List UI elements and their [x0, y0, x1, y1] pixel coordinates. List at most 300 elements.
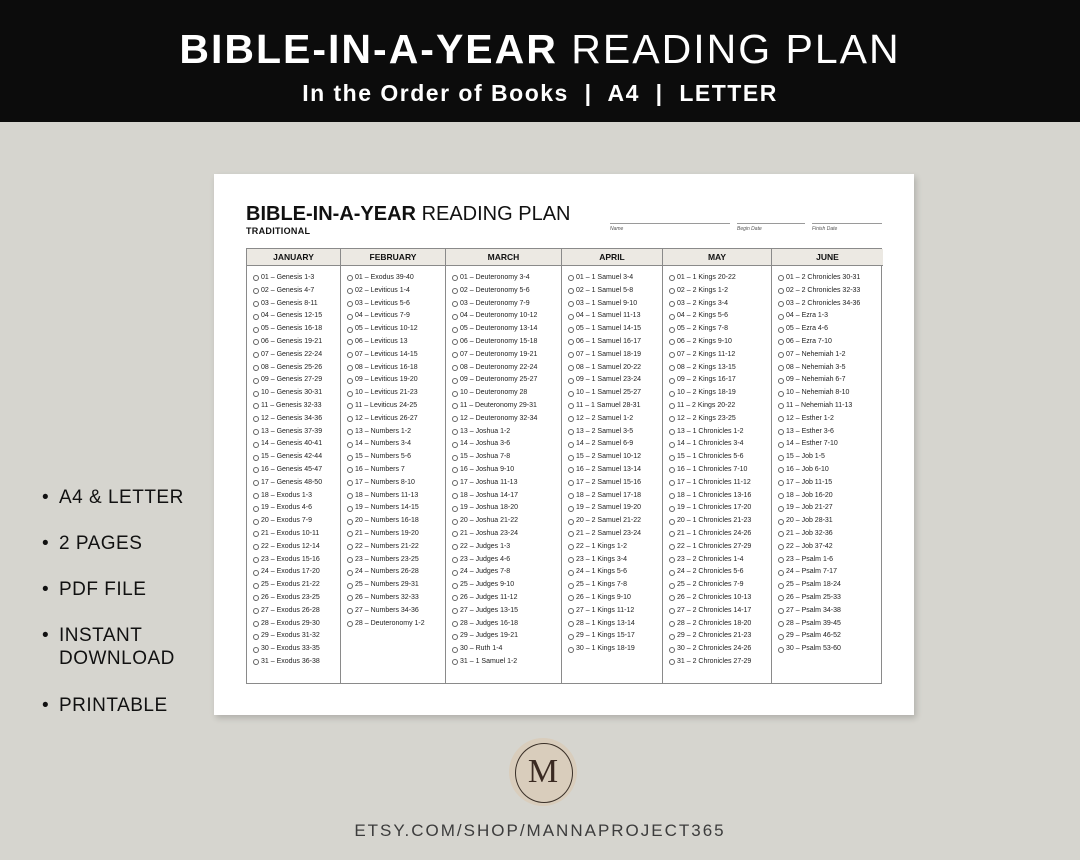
reading-text: 17 – Joshua 11-13 — [460, 478, 518, 486]
reading-text: 09 – Genesis 27-29 — [261, 376, 323, 384]
reading-item — [452, 374, 561, 387]
reading-text: 07 – 2 Kings 11-12 — [677, 350, 736, 358]
reading-item — [452, 643, 561, 656]
reading-text: 15 – Job 1-5 — [786, 453, 825, 461]
reading-item — [452, 349, 561, 362]
reading-item — [568, 630, 662, 643]
reading-text: 09 – 2 Kings 16-17 — [677, 376, 736, 384]
checkbox-circle-icon — [669, 621, 675, 627]
reading-item — [452, 515, 561, 528]
reading-item — [669, 541, 771, 554]
reading-item — [253, 336, 340, 349]
checkbox-circle-icon — [568, 621, 574, 627]
reading-text: 01 – Genesis 1-3 — [261, 274, 315, 281]
reading-text: 20 – Exodus 7-9 — [261, 517, 312, 525]
reading-text: 24 – Judges 7-8 — [460, 568, 511, 576]
reading-item — [568, 528, 662, 541]
checkbox-circle-icon — [347, 288, 353, 294]
checkbox-circle-icon — [568, 647, 574, 653]
reading-text: 09 – Leviticus 19-20 — [355, 376, 418, 384]
reading-item — [778, 349, 883, 362]
name-field: Name — [610, 223, 730, 232]
checkbox-circle-icon — [778, 557, 784, 563]
reading-text: 19 – Job 21-27 — [786, 504, 833, 512]
reading-item — [778, 298, 883, 311]
reading-text: 29 – Psalm 46-52 — [786, 632, 841, 640]
reading-item — [778, 413, 883, 426]
reading-text: 06 – Ezra 7-10 — [786, 337, 832, 345]
checkbox-circle-icon — [347, 455, 353, 461]
reading-text: 10 – 2 Kings 18-19 — [677, 389, 736, 397]
checkbox-circle-icon — [347, 493, 353, 499]
checkbox-circle-icon — [778, 288, 784, 294]
checkbox-circle-icon — [347, 365, 353, 371]
checkbox-circle-icon — [452, 365, 458, 371]
reading-item — [347, 515, 445, 528]
reading-item — [778, 438, 883, 451]
reading-item — [347, 579, 445, 592]
reading-text: 04 – Ezra 1-3 — [786, 312, 829, 320]
reading-list — [247, 266, 340, 669]
reading-text: 18 – 2 Samuel 17-18 — [576, 491, 641, 499]
checkbox-circle-icon — [253, 288, 259, 294]
reading-text: 20 – Joshua 21-22 — [460, 517, 518, 525]
reading-item — [347, 490, 445, 503]
checkbox-circle-icon — [669, 506, 675, 512]
reading-text: 12 – 2 Kings 23-25 — [677, 414, 736, 422]
reading-text: 18 – Joshua 14-17 — [460, 491, 518, 499]
reading-item — [253, 374, 340, 387]
reading-item — [253, 541, 340, 554]
reading-text: 29 – Judges 19-21 — [460, 632, 518, 640]
reading-text: 30 – Exodus 33-35 — [261, 645, 320, 653]
reading-item — [669, 323, 771, 336]
reading-text: 27 – Numbers 34-36 — [355, 606, 419, 614]
reading-text: 27 – 2 Chronicles 14-17 — [677, 606, 752, 614]
reading-item — [452, 451, 561, 464]
reading-text: 08 – 1 Samuel 20-22 — [576, 363, 641, 371]
checkbox-circle-icon — [452, 531, 458, 537]
reading-item — [778, 285, 883, 298]
checkbox-circle-icon — [253, 557, 259, 563]
reading-item — [568, 592, 662, 605]
reading-item — [452, 566, 561, 579]
reading-item — [347, 387, 445, 400]
reading-text: 01 – 1 Samuel 3-4 — [576, 274, 634, 281]
reading-item — [253, 323, 340, 336]
reading-item — [452, 630, 561, 643]
reading-item — [452, 502, 561, 515]
checkbox-circle-icon — [778, 583, 784, 589]
reading-text: 12 – 2 Samuel 1-2 — [576, 414, 634, 422]
reading-item — [452, 438, 561, 451]
reading-item — [669, 566, 771, 579]
reading-item — [452, 298, 561, 311]
month-header: MAY — [663, 249, 771, 266]
reading-text: 17 – 2 Samuel 15-16 — [576, 478, 641, 486]
checkbox-circle-icon — [253, 378, 259, 384]
checkbox-circle-icon — [253, 570, 259, 576]
checkbox-circle-icon — [347, 519, 353, 525]
checkbox-circle-icon — [452, 621, 458, 627]
reading-item — [669, 438, 771, 451]
checkbox-circle-icon — [778, 391, 784, 397]
checkbox-circle-icon — [452, 493, 458, 499]
reading-item — [347, 349, 445, 362]
checkbox-circle-icon — [253, 480, 259, 486]
reading-text: 03 – 1 Samuel 9-10 — [576, 299, 638, 307]
checkbox-circle-icon — [452, 583, 458, 589]
reading-item — [568, 502, 662, 515]
reading-item — [568, 400, 662, 413]
checkbox-circle-icon — [452, 570, 458, 576]
checkbox-circle-icon — [669, 275, 675, 281]
checkbox-circle-icon — [669, 301, 675, 307]
reading-text: 07 – Leviticus 14-15 — [355, 350, 418, 358]
reading-item — [568, 310, 662, 323]
reading-text: 30 – 2 Chronicles 24-26 — [677, 645, 752, 653]
reading-text: 11 – Leviticus 24-25 — [355, 401, 418, 409]
reading-text: 28 – 2 Chronicles 18-20 — [677, 619, 752, 627]
reading-text: 16 – Joshua 9-10 — [460, 465, 515, 473]
checkbox-circle-icon — [347, 544, 353, 550]
reading-item — [347, 502, 445, 515]
checkbox-circle-icon — [669, 480, 675, 486]
reading-item — [347, 464, 445, 477]
document-subtitle: TRADITIONAL — [246, 226, 311, 236]
checkbox-circle-icon — [778, 314, 784, 320]
reading-item — [669, 336, 771, 349]
reading-text: 03 – Deuteronomy 7-9 — [460, 299, 530, 307]
checkbox-circle-icon — [347, 429, 353, 435]
checkbox-circle-icon — [347, 621, 353, 627]
checkbox-circle-icon — [568, 314, 574, 320]
reading-text: 16 – Job 6-10 — [786, 465, 829, 473]
reading-item — [669, 349, 771, 362]
reading-text: 12 – Deuteronomy 32-34 — [460, 414, 538, 422]
reading-item — [778, 528, 883, 541]
checkbox-circle-icon — [253, 608, 259, 614]
reading-item — [253, 554, 340, 567]
reading-text: 19 – 2 Samuel 19-20 — [576, 504, 641, 512]
reading-text: 22 – Job 37-42 — [786, 542, 833, 550]
checkbox-circle-icon — [568, 429, 574, 435]
reading-item — [347, 310, 445, 323]
logo-letter: M — [527, 753, 559, 790]
checkbox-circle-icon — [347, 506, 353, 512]
checkbox-circle-icon — [778, 467, 784, 473]
reading-item — [568, 387, 662, 400]
reading-item — [347, 528, 445, 541]
checkbox-circle-icon — [347, 442, 353, 448]
month-header: MARCH — [446, 249, 561, 266]
reading-text: 07 – Nehemiah 1-2 — [786, 350, 846, 358]
reading-item — [253, 298, 340, 311]
reading-item — [452, 310, 561, 323]
checkbox-circle-icon — [568, 506, 574, 512]
checkbox-circle-icon — [568, 391, 574, 397]
checkbox-circle-icon — [452, 455, 458, 461]
checkbox-circle-icon — [452, 416, 458, 422]
reading-item — [568, 554, 662, 567]
reading-item — [669, 592, 771, 605]
checkbox-circle-icon — [669, 365, 675, 371]
reading-item — [669, 554, 771, 567]
reading-item — [568, 490, 662, 503]
reading-item — [568, 362, 662, 375]
reading-text: 23 – Judges 4-6 — [460, 555, 511, 563]
reading-text: 07 – Genesis 22-24 — [261, 350, 323, 358]
checkbox-circle-icon — [778, 403, 784, 409]
month-column-june — [772, 249, 883, 683]
reading-item — [253, 515, 340, 528]
reading-text: 14 – 2 Samuel 6-9 — [576, 440, 634, 448]
reading-text: 07 – 1 Samuel 18-19 — [576, 350, 641, 358]
checkbox-circle-icon — [778, 301, 784, 307]
checkbox-circle-icon — [347, 480, 353, 486]
checkbox-circle-icon — [778, 544, 784, 550]
checkbox-circle-icon — [778, 531, 784, 537]
shop-url: ETSY.COM/SHOP/MANNAPROJECT365 — [354, 821, 726, 840]
reading-text: 29 – Exodus 31-32 — [261, 632, 320, 640]
checkbox-circle-icon — [347, 352, 353, 358]
checkbox-circle-icon — [452, 288, 458, 294]
reading-item — [669, 285, 771, 298]
reading-text: 22 – Exodus 12-14 — [261, 542, 320, 550]
reading-item — [669, 502, 771, 515]
checkbox-circle-icon — [778, 493, 784, 499]
reading-text: 10 – Genesis 30-31 — [261, 389, 323, 397]
reading-item — [253, 362, 340, 375]
reading-text: 01 – Deuteronomy 3-4 — [460, 274, 530, 281]
month-header: JANUARY — [247, 249, 340, 266]
checkbox-circle-icon — [347, 557, 353, 563]
reading-text: 04 – Leviticus 7-9 — [355, 312, 410, 320]
reading-item — [253, 618, 340, 631]
checkbox-circle-icon — [452, 647, 458, 653]
checkbox-circle-icon — [452, 339, 458, 345]
reading-list — [663, 266, 771, 669]
feature-text: PDF FILE — [59, 579, 147, 600]
checkbox-circle-icon — [669, 391, 675, 397]
reading-text: 25 – Judges 9-10 — [460, 581, 515, 589]
checkbox-circle-icon — [253, 416, 259, 422]
reading-item — [669, 272, 771, 285]
feature-item — [42, 532, 212, 555]
reading-item — [669, 400, 771, 413]
checkbox-circle-icon — [568, 301, 574, 307]
reading-text: 18 – Numbers 11-13 — [355, 491, 419, 499]
checkbox-circle-icon — [778, 327, 784, 333]
reading-text: 17 – Genesis 48-50 — [261, 478, 323, 486]
reading-text: 24 – Exodus 17-20 — [261, 568, 320, 576]
reading-item — [347, 566, 445, 579]
reading-text: 29 – 2 Chronicles 21-23 — [677, 632, 752, 640]
reading-item — [669, 579, 771, 592]
banner-subtitle: In the Order of Books | A4 | LETTER — [302, 80, 778, 106]
checkbox-circle-icon — [253, 621, 259, 627]
reading-item — [452, 605, 561, 618]
reading-item — [568, 413, 662, 426]
reading-item — [452, 592, 561, 605]
reading-text: 08 – Genesis 25-26 — [261, 363, 323, 371]
reading-text: 13 – Numbers 1-2 — [355, 427, 412, 435]
month-column-february — [341, 249, 446, 683]
checkbox-circle-icon — [347, 403, 353, 409]
checkbox-circle-icon — [568, 608, 574, 614]
month-column-may — [663, 249, 772, 683]
reading-item — [669, 298, 771, 311]
reading-text: 23 – Exodus 15-16 — [261, 555, 320, 563]
reading-text: 09 – Nehemiah 6-7 — [786, 376, 846, 384]
feature-item — [42, 486, 212, 509]
reading-text: 25 – Numbers 29-31 — [355, 581, 419, 589]
checkbox-circle-icon — [347, 378, 353, 384]
reading-text: 14 – Esther 7-10 — [786, 440, 838, 448]
reading-item — [778, 451, 883, 464]
reading-text: 26 – 1 Kings 9-10 — [576, 593, 631, 601]
banner-title-bold: BIBLE-IN-A-YEAR — [179, 26, 558, 72]
reading-item — [347, 285, 445, 298]
reading-text: 05 – 2 Kings 7-8 — [677, 325, 728, 333]
checkbox-circle-icon — [669, 416, 675, 422]
reading-item — [452, 554, 561, 567]
reading-item — [669, 515, 771, 528]
checkbox-circle-icon — [669, 659, 675, 665]
reading-item — [253, 451, 340, 464]
reading-text: 08 – Deuteronomy 22-24 — [460, 363, 538, 371]
reading-text: 15 – Genesis 42-44 — [261, 453, 323, 461]
reading-item — [778, 477, 883, 490]
checkbox-circle-icon — [452, 519, 458, 525]
reading-item — [452, 528, 561, 541]
reading-text: 05 – 1 Samuel 14-15 — [576, 325, 641, 333]
checkbox-circle-icon — [669, 570, 675, 576]
reading-item — [347, 426, 445, 439]
reading-item — [669, 656, 771, 669]
reading-text: 10 – Deuteronomy 28 — [460, 389, 528, 397]
reading-text: 04 – Deuteronomy 10-12 — [460, 312, 538, 320]
reading-item — [452, 426, 561, 439]
reading-item — [253, 566, 340, 579]
checkbox-circle-icon — [452, 467, 458, 473]
checkbox-circle-icon — [253, 544, 259, 550]
feature-text: INSTANT DOWNLOAD — [59, 625, 175, 669]
reading-text: 13 – Esther 3-6 — [786, 427, 834, 435]
checkbox-circle-icon — [253, 595, 259, 601]
reading-item — [778, 592, 883, 605]
reading-item — [253, 349, 340, 362]
reading-text: 16 – 2 Samuel 13-14 — [576, 465, 641, 473]
reading-item — [452, 400, 561, 413]
reading-text: 24 – Psalm 7-17 — [786, 568, 837, 576]
reading-item — [778, 464, 883, 477]
reading-text: 30 – Ruth 1-4 — [460, 645, 503, 653]
reading-item — [669, 528, 771, 541]
reading-item — [778, 502, 883, 515]
checkbox-circle-icon — [568, 531, 574, 537]
checkbox-circle-icon — [253, 442, 259, 448]
finish-date-field: Finish Date — [812, 223, 882, 232]
checkbox-circle-icon — [669, 327, 675, 333]
reading-text: 28 – 1 Kings 13-14 — [576, 619, 635, 627]
checkbox-circle-icon — [253, 429, 259, 435]
checkbox-circle-icon — [669, 595, 675, 601]
checkbox-circle-icon — [778, 608, 784, 614]
reading-text: 05 – Leviticus 10-12 — [355, 325, 418, 333]
checkbox-circle-icon — [452, 506, 458, 512]
reading-text: 27 – 1 Kings 11-12 — [576, 606, 635, 614]
reading-text: 29 – 1 Kings 15-17 — [576, 632, 635, 640]
checkbox-circle-icon — [568, 403, 574, 409]
reading-text: 06 – Deuteronomy 15-18 — [460, 337, 538, 345]
reading-item — [253, 400, 340, 413]
reading-item — [669, 605, 771, 618]
reading-item — [347, 554, 445, 567]
month-column-april — [562, 249, 663, 683]
checkbox-circle-icon — [778, 519, 784, 525]
reading-item — [778, 490, 883, 503]
feature-item — [42, 694, 212, 717]
reading-text: 22 – Numbers 21-22 — [355, 542, 419, 550]
reading-item — [347, 374, 445, 387]
reading-text: 09 – Deuteronomy 25-27 — [460, 376, 538, 384]
reading-item — [253, 413, 340, 426]
reading-text: 02 – 1 Samuel 5-8 — [576, 286, 634, 294]
checkbox-circle-icon — [568, 365, 574, 371]
reading-text: 03 – 2 Chronicles 34-36 — [786, 299, 861, 307]
reading-text: 02 – 2 Kings 1-2 — [677, 286, 728, 294]
checkbox-circle-icon — [452, 442, 458, 448]
reading-list — [341, 266, 445, 630]
reading-text: 24 – Numbers 26-28 — [355, 568, 419, 576]
reading-item — [778, 605, 883, 618]
reading-item — [669, 451, 771, 464]
checkbox-circle-icon — [253, 583, 259, 589]
checkbox-circle-icon — [568, 595, 574, 601]
reading-text: 19 – 1 Chronicles 17-20 — [677, 504, 752, 512]
checkbox-circle-icon — [778, 595, 784, 601]
feature-item — [42, 578, 212, 601]
checkbox-circle-icon — [568, 544, 574, 550]
checkbox-circle-icon — [253, 403, 259, 409]
document-title-bold: BIBLE-IN-A-YEAR — [246, 203, 416, 225]
checkbox-circle-icon — [669, 442, 675, 448]
checkbox-circle-icon — [452, 301, 458, 307]
reading-text: 23 – Numbers 23-25 — [355, 555, 419, 563]
reading-text: 15 – 1 Chronicles 5-6 — [677, 453, 744, 461]
reading-text: 20 – Numbers 16-18 — [355, 517, 419, 525]
feature-text: A4 & LETTER — [59, 487, 184, 508]
reading-item — [253, 592, 340, 605]
checkbox-circle-icon — [347, 467, 353, 473]
reading-text: 10 – 1 Samuel 25-27 — [576, 389, 641, 397]
reading-item — [669, 374, 771, 387]
checkbox-circle-icon — [452, 480, 458, 486]
checkbox-circle-icon — [347, 275, 353, 281]
checkbox-circle-icon — [778, 416, 784, 422]
reading-item — [253, 643, 340, 656]
reading-item — [347, 605, 445, 618]
reading-text: 14 – Joshua 3-6 — [460, 440, 511, 448]
reading-text: 06 – Leviticus 13 — [355, 337, 408, 345]
reading-item — [253, 438, 340, 451]
reading-text: 20 – 2 Samuel 21-22 — [576, 517, 641, 525]
checkbox-circle-icon — [452, 557, 458, 563]
reading-item — [347, 272, 445, 285]
checkbox-circle-icon — [568, 557, 574, 563]
reading-item — [778, 374, 883, 387]
